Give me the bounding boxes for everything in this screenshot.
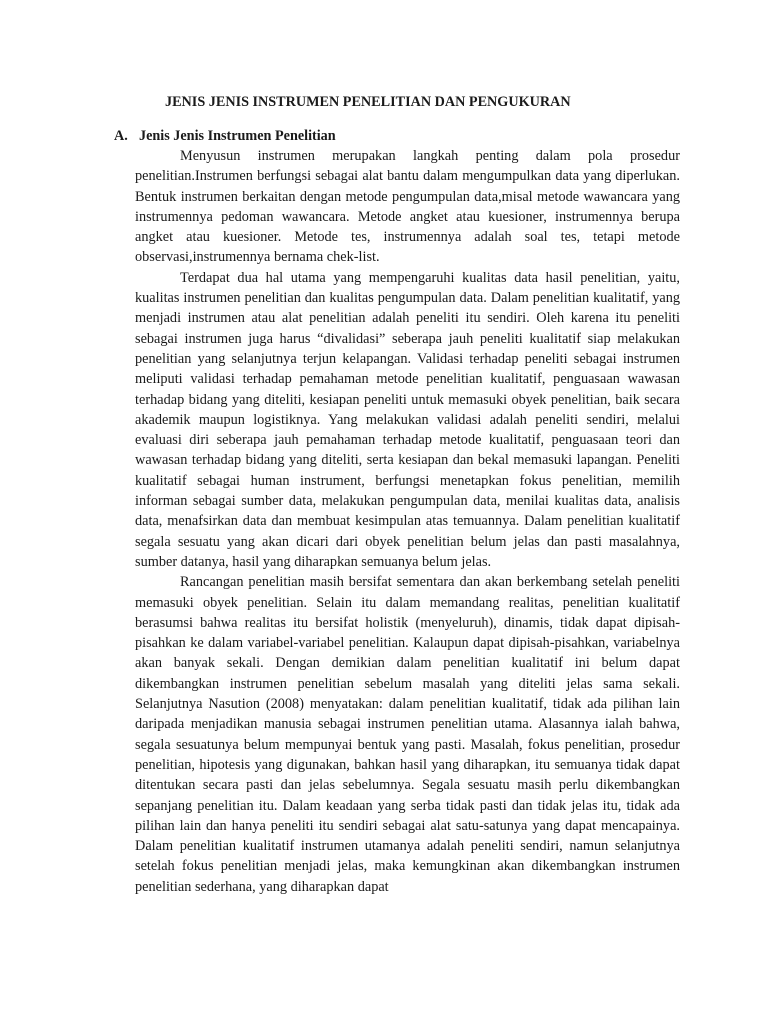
paragraph-2: Terdapat dua hal utama yang mempengaruhi kualitas data hasil penelitian, yaitu, kualitas instrumen penelitian dan kualitas pengumpulan data. Dalam penelitian kualitatif, yang menjadi instrumen atau alat penelitian adalah peneliti itu sendiri. Oleh karena itu peneliti sebagai instrumen juga harus “divalidasi” seberapa jauh peneliti kualitatif siap melakukan penelitian yang selanjutnya terjun kelapangan. Validasi terhadap peneliti sebagai instrumen meliputi validasi terhadap pemahaman metode penelitian kualitatif, penguasaan wawasan terhadap bidang yang diteliti, kesiapan peneliti untuk memasuki obyek penelitian, baik secara akademik maupun logistiknya. Yang melakukan validasi adalah peneliti sendiri, melalui evaluasi diri seberapa jauh pemahaman terhadap metode kualitatif, penguasaan teori dan wawasan terhadap bidang yang diteliti, serta kesiapan dan bekal memasuki lapangan. Peneliti kualitatif sebagai human instrument, berfungsi menetapkan fokus penelitian, memilih informan sebagai sumber data, melakukan pengumpulan data, menilai kualitas data, analisis data, menafsirkan data dan membuat kesimpulan atas temuannya. Dalam penelitian kualitatif segala sesuatu yang akan dicari dari obyek penelitian belum jelas dan pasti masalahnya, sumber datanya, hasil yang diharapkan semuanya belum jelas. [135,269,680,570]
paragraph-1: Menyusun instrumen merupakan langkah penting dalam pola prosedur penelitian.Instrumen berfungsi sebagai alat bantu dalam mengumpulkan data yang diperlukan. Bentuk instrumen berkaitan dengan metode pengumpulan data,misal metode wawancara yang instrumennya pedoman wawancara. Metode angket atau kuesioner, instrumennya berupa angket atau kuesioner. Metode tes, instrumennya adalah soal tes, tetapi metode observasi,instrumennya bernama chek-list. [135,148,680,266]
document-title: JENIS JENIS INSTRUMEN PENELITIAN DAN PENGUKURAN [165,94,571,110]
paragraph-3: Rancangan penelitian masih bersifat sementara dan akan berkembang setelah peneliti memasuki obyek penelitian. Selain itu dalam memandang realitas, penelitian kualitatif berasumsi bahwa realitas itu bersifat holistik (menyeluruh), dinamis, tidak dapat dipisah-pisahkan ke dalam variabel-variabel penelitian. Kalaupun dapat dipisah-pisahkan, variabelnya akan banyak sekali. Dengan demikian dalam penelitian kualitatif ini belum dapat dikembangkan instrumen penelitian sebelum masalah yang diteliti jelas sama sekali. Selanjutnya Nasution (2008) menyatakan: dalam penelitian kualitatif, tidak ada pilihan lain daripada menjadikan manusia sebagai instrumen penelitian utama. Alasannya ialah bahwa, segala sesuatunya belum mempunyai bentuk yang pasti. Masalah, fokus penelitian, prosedur penelitian, hipotesis yang digunakan, bahkan hasil yang diharapkan, itu semuanya tidak dapat ditentukan secara pasti dan jelas sebelumnya. Segala sesuatu masih perlu dikembangkan sepanjang penelitian itu. Dalam keadaan yang serba tidak pasti dan tidak jelas itu, tidak ada pilihan lain dan hanya peneliti itu sendiri sebagai alat satu-satunya yang dapat mencapainya. Dalam penelitian kualitatif instrumen utamanya adalah peneliti sendiri, namun selanjutnya setelah fokus penelitian menjadi jelas, maka kemungkinan akan dikembangkan instrumen penelitian sederhana, yang diharapkan dapat [135,574,680,895]
section-marker: A. [114,128,128,144]
section-heading-text: Jenis Jenis Instrumen Penelitian [139,128,336,144]
section-heading [114,126,680,146]
